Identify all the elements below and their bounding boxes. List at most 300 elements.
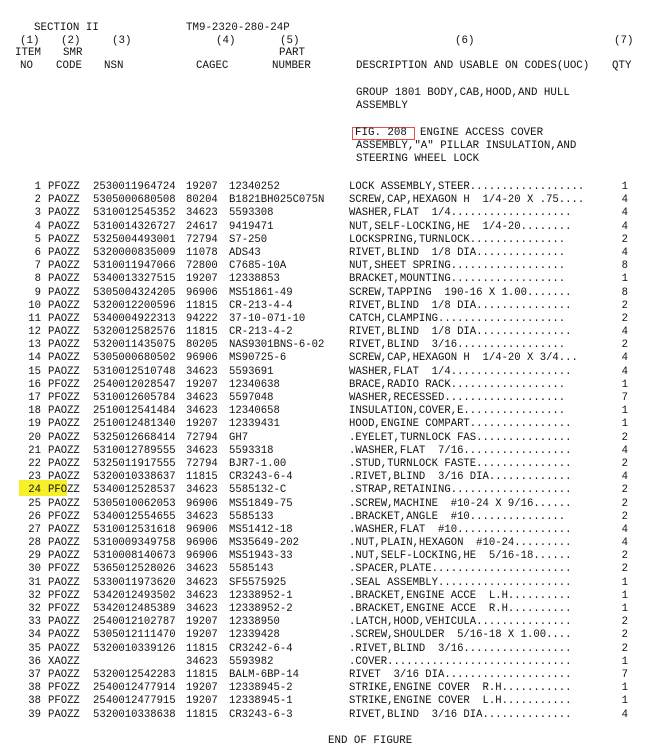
smr-code: PFOZZ [48,378,80,391]
table-row [0,313,670,326]
nsn: 5325012668414 [93,431,176,444]
description: BRACKET,MOUNTING.................. [349,273,566,286]
cage-code: 94222 [186,312,218,325]
smr-code: PAOZZ [48,273,80,286]
item-no: 21 [28,444,41,457]
nsn: 5305004324205 [93,286,176,299]
item-no: 1 [34,181,41,193]
description: SCREW,TAPPING 190-16 X 1.00....... [349,286,572,299]
part-number: GH7 [229,431,249,444]
quantity: 1 [621,181,628,193]
cage-code: 19207 [186,682,218,695]
smr-code: PAOZZ [48,457,80,470]
cage-code: 19207 [186,273,218,286]
cage-code: 34623 [186,589,218,602]
quantity: 4 [621,444,628,457]
cage-code: 96906 [186,286,218,299]
cage-code: 11815 [186,708,218,721]
figure-title-cont-2: STEERING WHEEL LOCK [356,153,480,165]
section-title: SECTION II [34,22,99,34]
smr-code: PFOZZ [48,563,80,576]
smr-code: PAOZZ [48,708,80,721]
figure-title: ENGINE ACCESS COVER [420,127,544,139]
item-no: 27 [28,523,41,536]
quantity: 2 [621,233,628,246]
nsn: 5310012545352 [93,207,176,220]
smr-code: PFOZZ [48,181,80,193]
part-number: 5585132-C [229,484,287,497]
part-number: 12338952-1 [229,589,293,602]
part-number: 5585133 [229,510,274,523]
quantity: 4 [621,194,628,207]
cage-code: 11815 [186,299,218,312]
nsn: 5340013327515 [93,273,176,286]
quantity: 1 [621,576,628,589]
table-row [0,287,670,300]
item-no: 25 [28,497,41,510]
table-row [0,656,670,669]
quantity: 2 [621,299,628,312]
smr-code: PAOZZ [48,207,80,220]
smr-code: PFOZZ [48,589,80,602]
table-row [0,682,670,695]
table-row [0,550,670,563]
description: .BRACKET,ENGINE ACCE R.H.......... [349,603,572,615]
quantity: 1 [621,603,628,615]
item-no: 36 [28,655,41,668]
cage-code: 11815 [186,471,218,484]
description: SCREW,CAP,HEXAGON H 1/4-20 X .75.... [349,194,585,207]
cage-code: 19207 [186,181,218,193]
cage-code: 34623 [186,392,218,404]
parts-list [0,181,670,722]
table-row [0,577,670,590]
part-number: CR3243-6-4 [229,471,293,484]
smr-code: PAOZZ [48,326,80,339]
smr-code: PFOZZ [48,695,80,708]
quantity: 1 [621,655,628,668]
smr-code: PAOZZ [48,418,80,431]
part-number: SF5575925 [229,576,287,589]
part-number: ADS43 [229,246,261,259]
part-number: 5597048 [229,392,274,404]
table-row [0,379,670,392]
cage-code: 34623 [186,576,218,589]
quantity: 1 [621,273,628,286]
col-number-6: (6) [455,35,475,47]
item-no: 6 [34,246,41,259]
description: .WASHER,FLAT #10.................. [349,523,572,536]
item-no: 5 [34,233,41,246]
col-number-1: (1) [20,35,40,47]
smr-code: PFOZZ [48,603,80,615]
cage-code: 11815 [186,326,218,339]
table-row [0,669,670,682]
nsn: 5320011435075 [93,339,176,352]
nsn: 5320000835009 [93,246,176,259]
item-no: 34 [28,629,41,642]
description: NUT,SHEET SPRING.................. [349,260,566,273]
item-no: 38 [28,695,41,708]
table-row [0,181,670,194]
item-no: 15 [28,365,41,378]
cage-code: 72794 [186,431,218,444]
smr-code: PAOZZ [48,365,80,378]
smr-code: PAOZZ [48,497,80,510]
col-number-2: (2) [61,35,81,47]
quantity: 2 [621,563,628,576]
nsn: 2540012028547 [93,378,176,391]
cage-code: 11078 [186,246,218,259]
description: CATCH,CLAMPING.................... [349,312,566,325]
table-row [0,643,670,656]
description: RIVET,BLIND 1/8 DIA............... [349,326,572,339]
nsn: 5310011947066 [93,260,176,273]
quantity: 2 [621,484,628,497]
col-title-smr: SMR [63,47,83,59]
nsn: 5320010338637 [93,471,176,484]
smr-code: PAOZZ [48,246,80,259]
table-row [0,432,670,445]
nsn: 5320012542283 [93,668,176,681]
nsn: 5310012789555 [93,444,176,457]
item-no: 9 [34,286,41,299]
tm-number: TM9-2320-280-24P [186,22,290,34]
description: .LATCH,HOOD,VEHICULA............... [349,616,572,629]
description: WASHER,FLAT 1/4................... [349,207,572,220]
description: HOOD,ENGINE COMPART................ [349,418,572,431]
nsn: 5310008140673 [93,550,176,563]
item-no: 28 [28,537,41,550]
smr-code: PAOZZ [48,194,80,207]
item-no: 38 [28,682,41,695]
description: STRIKE,ENGINE COVER R.H........... [349,682,572,695]
table-row [0,590,670,603]
cage-code: 96906 [186,550,218,563]
cage-code: 19207 [186,629,218,642]
description: LOCKSPRING,TURNLOCK............... [349,233,566,246]
smr-code: PAOZZ [48,312,80,325]
table-row [0,603,670,616]
part-number: MS51412-18 [229,523,293,536]
cage-code: 96906 [186,523,218,536]
quantity: 4 [621,326,628,339]
quantity: 4 [621,708,628,721]
cage-code: 96906 [186,497,218,510]
cage-code: 34623 [186,405,218,418]
part-number: 12338950 [229,616,280,629]
item-no: 39 [28,708,41,721]
description: NUT,SELF-LOCKING,HE 1/4-20........ [349,220,572,233]
smr-code: PAOZZ [48,339,80,352]
quantity: 4 [621,352,628,365]
description: .RIVET,BLIND 3/16................. [349,642,572,655]
item-no: 19 [28,418,41,431]
nsn: 5305000680508 [93,194,176,207]
description: .EYELET,TURNLOCK FAS............... [349,431,572,444]
table-row [0,392,670,405]
nsn: 5340012554655 [93,510,176,523]
description: .WASHER,FLAT 7/16................. [349,444,572,457]
description: .RIVET,BLIND 3/16 DIA............. [349,471,572,484]
cage-code: 96906 [186,537,218,550]
cage-code: 34623 [186,603,218,615]
end-of-figure: END OF FIGURE [328,735,413,747]
table-row [0,260,670,273]
quantity: 4 [621,365,628,378]
description: RIVET,BLIND 1/8 DIA............... [349,299,572,312]
part-number: CR3243-6-3 [229,708,293,721]
smr-code: PFOZZ [48,392,80,404]
description: .NUT,SELF-LOCKING,HE 5/16-18...... [349,550,572,563]
description: .STRAP,RETAINING................... [349,484,572,497]
smr-code: PAOZZ [48,537,80,550]
smr-code: XAOZZ [48,655,80,668]
description: .SEAL ASSEMBLY..................... [349,576,572,589]
table-row [0,695,670,708]
nsn: 2510012481340 [93,418,176,431]
part-number: 37-10-071-10 [229,312,306,325]
description: BRACE,RADIO RACK.................. [349,378,566,391]
table-row [0,273,670,286]
nsn: 5365012528026 [93,563,176,576]
quantity: 1 [621,695,628,708]
part-number: 12338945-2 [229,682,293,695]
description: .NUT,PLAIN,HEXAGON #10-24......... [349,537,572,550]
cage-code: 72794 [186,233,218,246]
smr-code: PAOZZ [48,233,80,246]
smr-code: PAOZZ [48,444,80,457]
quantity: 1 [621,682,628,695]
part-number: MS51861-49 [229,286,293,299]
part-number: B1821BH025C075N [229,194,325,207]
table-row [0,537,670,550]
col-title-description: DESCRIPTION AND USABLE ON CODES(UOC) [356,60,590,72]
cage-code: 19207 [186,378,218,391]
col-title-code: CODE [56,60,82,72]
item-no: 4 [34,220,41,233]
table-row [0,563,670,576]
nsn: 5320010339126 [93,642,176,655]
smr-code: PAOZZ [48,260,80,273]
quantity: 8 [621,286,628,299]
item-no: 12 [28,326,41,339]
col-title-qty: QTY [612,60,632,72]
nsn: 5305010062053 [93,497,176,510]
description: RIVET,BLIND 3/16 DIA.............. [349,708,572,721]
cage-code: 72794 [186,457,218,470]
cage-code: 34623 [186,444,218,457]
smr-code: PAOZZ [48,431,80,444]
quantity: 4 [621,523,628,536]
cage-code: 34623 [186,365,218,378]
quantity: 1 [621,589,628,602]
cage-code: 96906 [186,352,218,365]
part-number: 12339428 [229,629,280,642]
col-title-cagec: CAGEC [196,60,229,72]
nsn: 5342012485389 [93,603,176,615]
table-row [0,405,670,418]
part-number: 12339431 [229,418,280,431]
quantity: 2 [621,497,628,510]
smr-code: PAOZZ [48,642,80,655]
description: .SPACER,PLATE...................... [349,563,572,576]
table-row [0,616,670,629]
table-row [0,234,670,247]
nsn: 5342012493502 [93,589,176,602]
col-title-number: NUMBER [272,60,311,72]
description: RIVET,BLIND 3/16................. [349,339,566,352]
col-title-item: ITEM [15,47,41,59]
nsn: 5310012510748 [93,365,176,378]
item-no: 31 [28,576,41,589]
col-title-nsn: NSN [104,60,124,72]
nsn: 5340012528537 [93,484,176,497]
table-row [0,629,670,642]
description: .COVER............................. [349,655,572,668]
part-number: S7-250 [229,233,268,246]
quantity: 4 [621,537,628,550]
quantity: 4 [621,207,628,220]
item-no: 11 [28,312,41,325]
smr-code: PAOZZ [48,286,80,299]
table-row [0,418,670,431]
part-number: MS51943-33 [229,550,293,563]
part-number: 5593691 [229,365,274,378]
quantity: 2 [621,457,628,470]
description: STRIKE,ENGINE COVER L.H........... [349,695,572,708]
part-number: 12338853 [229,273,280,286]
quantity: 2 [621,312,628,325]
quantity: 7 [621,392,628,404]
nsn: 5325004493001 [93,233,176,246]
part-number: C7685-10A [229,260,287,273]
quantity: 2 [621,629,628,642]
nsn: 5320012200596 [93,299,176,312]
cage-code: 34623 [186,207,218,220]
cage-code: 34623 [186,484,218,497]
table-row [0,194,670,207]
table-row [0,352,670,365]
smr-code: PFOZZ [48,484,80,497]
item-no: 23 [28,471,41,484]
table-row [0,498,670,511]
smr-code: PAOZZ [48,576,80,589]
cage-code: 11815 [186,642,218,655]
col-title-no: NO [20,60,33,72]
table-row [0,300,670,313]
smr-code: PAOZZ [48,616,80,629]
item-no: 20 [28,431,41,444]
table-row [0,445,670,458]
quantity: 1 [621,418,628,431]
nsn: 5310012531618 [93,523,176,536]
item-no: 2 [34,194,41,207]
table-row [0,511,670,524]
nsn: 5340004922313 [93,312,176,325]
quantity: 2 [621,510,628,523]
col-number-7: (7) [614,35,634,47]
part-number: CR-213-4-2 [229,326,293,339]
nsn: 5310014326727 [93,220,176,233]
nsn: 5305012111470 [93,629,176,642]
item-no: 16 [28,378,41,391]
item-no: 29 [28,550,41,563]
figure-label: FIG. 208 [355,127,407,139]
col-number-4: (4) [216,35,236,47]
cage-code: 19207 [186,418,218,431]
smr-code: PAOZZ [48,668,80,681]
description: INSULATION,COVER,E................ [349,405,566,418]
description: .BRACKET,ANGLE #10............... [349,510,566,523]
item-no: 30 [28,563,41,576]
nsn: 2540012477914 [93,682,176,695]
cage-code: 34623 [186,563,218,576]
nsn: 5310012605784 [93,392,176,404]
cage-code: 80205 [186,339,218,352]
part-number: 12340638 [229,378,280,391]
description: SCREW,CAP,HEXAGON H 1/4-20 X 3/4... [349,352,578,365]
item-no: 24 [28,484,41,497]
table-row [0,366,670,379]
smr-code: PAOZZ [48,550,80,563]
table-row [0,207,670,220]
table-row [0,471,670,484]
item-no: 8 [34,273,41,286]
group-title-cont: ASSEMBLY [356,100,408,112]
part-number: 5593308 [229,207,274,220]
part-number: 12340658 [229,405,280,418]
part-number: 9419471 [229,220,274,233]
nsn: 2540012102787 [93,616,176,629]
description: .SCREW,SHOULDER 5/16-18 X 1.00.... [349,629,572,642]
quantity: 2 [621,642,628,655]
smr-code: PAOZZ [48,405,80,418]
nsn: 5305000680502 [93,352,176,365]
part-number: 12338952-2 [229,603,293,615]
quantity: 2 [621,616,628,629]
description: LOCK ASSEMBLY,STEER.................. [349,181,585,193]
smr-code: PAOZZ [48,523,80,536]
part-number: 5585143 [229,563,274,576]
item-no: 17 [28,392,41,404]
item-no: 26 [28,510,41,523]
smr-code: PAOZZ [48,629,80,642]
cage-code: 34623 [186,510,218,523]
item-no: 32 [28,603,41,615]
item-no: 33 [28,616,41,629]
part-number: CR3242-6-4 [229,642,293,655]
table-row [0,221,670,234]
description: WASHER,RECESSED................... [349,392,566,404]
part-number: CR-213-4-4 [229,299,293,312]
table-row [0,247,670,260]
table-row [0,524,670,537]
smr-code: PAOZZ [48,352,80,365]
description: WASHER,FLAT 1/4................... [349,365,572,378]
nsn: 2540012477915 [93,695,176,708]
quantity: 2 [621,339,628,352]
nsn: 5320010338638 [93,708,176,721]
part-number: 5593318 [229,444,274,457]
table-row [0,458,670,471]
item-no: 10 [28,299,41,312]
quantity: 4 [621,471,628,484]
quantity: 7 [621,668,628,681]
item-no: 32 [28,589,41,602]
quantity: 4 [621,220,628,233]
col-number-3: (3) [112,35,132,47]
